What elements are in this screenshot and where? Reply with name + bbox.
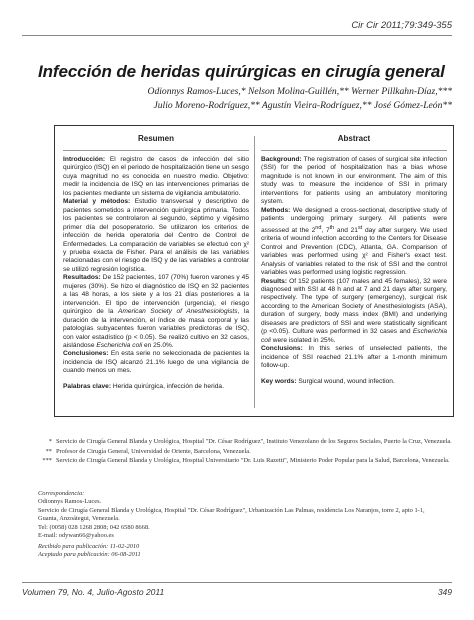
section-text: Surgical wound, wound infection. <box>296 377 395 385</box>
correspondence-name: Odionnys Ramos-Luces. <box>38 498 102 506</box>
section-text: Estudio transversal y descriptivo de pacientes sometidos a intervención quirúrgica primaria. Todos los pacientes se controlaron al segundo, séptimo y vigésimo primer día del posoperatorio. Se utilizaron los criterios de infección de herida operatoria del Centro de Control de Enfermedades. La comparación de variables se efectuó con χ² y prueba exacta de Fisher. Para el análisis de las variables relacionadas con el riesgo de ISQ y de las variables a controlar se utilizó regresión logística. <box>63 198 249 273</box>
section-label: Results: <box>261 277 288 285</box>
resumen-methods <box>63 198 249 274</box>
footer-divider <box>22 582 452 583</box>
section-label: Resultados: <box>63 274 101 282</box>
section-text: were isolated in 25%. <box>270 336 336 344</box>
resumen-introduction <box>63 156 249 198</box>
abstract-conclusions <box>261 345 447 370</box>
section-text: day after surgery. We used criteria of wound infection according to the Centers for Disease Control and Prevention (CDC), Atlanta, GA. Comparison of variables was performed using χ² and Fisher's exact test. Analysis of variables related to the risk of SSI and the control variables was performed using logistic regression. <box>261 226 447 277</box>
footnote <box>38 457 452 466</box>
footer-volume: Volumen 79, No. 4, Julio-Agosto 2011 <box>22 587 165 597</box>
footnote-text: Servicio de Cirugía General Blanda y Urológica, Hospital "Dr. César Rodríguez", Instituto Venezolano de los Seguros Sociales, Puerto la Cruz, Venezuela. <box>56 438 452 445</box>
section-text: El registro de casos de infección del sitio quirúrgico (ISQ) en el periodo de hospitalización tiene un sesgo cuya magnitud no es conocida en nuestro medio. Objetivo: medir la incidencia de ISQ en las intervenciones primarias de los pacientes mediante un sistema de vigilancia ambulatorio. <box>63 156 249 197</box>
section-text: In this series of unselected patients, the incidence of SSI reached 21.1% after a 1-month minimum follow-up. <box>261 345 447 370</box>
author-list <box>32 85 452 113</box>
resumen-results <box>63 274 249 350</box>
column-divider <box>254 136 255 408</box>
section-text: The registration of cases of surgical site infection (SSI) for the period of hospitalization has a bias whose magnitude is not known in our environment. The aim of this study was to measure the incidence of SSI in primary interventions for patients using an ambulatory monitoring system. <box>261 156 447 206</box>
resumen-column <box>63 126 249 391</box>
abstract-results <box>261 278 447 346</box>
section-label: Material y métodos: <box>63 198 131 206</box>
abstract-column <box>261 126 447 386</box>
section-label: Methods: <box>261 206 291 214</box>
footnote <box>38 448 452 457</box>
abstract-background <box>261 156 447 207</box>
ordinal-suffix: nd <box>315 224 322 231</box>
correspondence-phone: Tel: (0058) 028 1268 2808; 042 6580 8668. <box>38 523 150 531</box>
section-label: Palabras clave: <box>63 382 112 390</box>
article-title: Infección de heridas quirúrgicas en cirugía general <box>38 62 445 81</box>
received-date: Recibido para publicación: 11-02-2010 <box>38 543 140 550</box>
section-text: En esta serie no seleccionada de pacientes la incidencia de ISQ alcanzó 21.1% luego de una vigilancia de cuando menos un mes. <box>63 350 249 375</box>
footnote-mark: *** <box>42 457 52 464</box>
abstract-heading: Abstract <box>337 134 371 143</box>
organism-name: Escherichia coli <box>96 341 143 349</box>
section-text: en 25.0%. <box>142 341 174 349</box>
abstract-methods <box>261 207 447 278</box>
ordinal-suffix: th <box>329 224 335 231</box>
resumen-keywords <box>63 383 249 391</box>
section-text: and 21 <box>334 226 358 234</box>
footnote-mark: ** <box>45 447 52 455</box>
footnote-text: Servicio de Cirugía General Blanda y Urológica, Hospital Universitario "Dr. Luis Razetti", Ministerio Poder Popular para la Salud, Barcelona, Venezuela. <box>56 457 450 464</box>
section-label: Conclusions: <box>261 345 303 353</box>
section-label: Key words: <box>261 377 297 385</box>
author-line: Julio Moreno-Rodríguez,** Agustín Vieira-Rodríguez,** José Gómez-León** <box>153 100 452 111</box>
section-text: We designed a cross-sectional, descriptive study of patients undergoing primary surgery. All patients were assessed at the 2 <box>261 206 447 234</box>
section-text: Herida quirúrgica, infección de herida. <box>111 382 224 390</box>
resumen-heading-rule <box>63 150 249 151</box>
section-text: , 7 <box>321 226 330 234</box>
ordinal-suffix: st <box>357 224 363 231</box>
resumen-conclusions <box>63 350 249 375</box>
page-number: 349 <box>437 587 452 597</box>
affiliation-footnotes <box>38 438 452 467</box>
society-name: American Society of Anesthesiologists <box>117 308 238 316</box>
correspondence-email[interactable]: E-mail: odywan66@yahoo.es <box>38 532 114 540</box>
header-divider <box>22 35 452 36</box>
section-label: Introducción: <box>63 156 106 163</box>
section-text: Of 152 patients (107 males and 45 females), 32 were diagnosed with SSI at 48 h and at 7 and 21 days after surgery, respectively. The type of surgery (emergency), surgical risk according to the American Society of Anesthesiologists (ASA), duration of surgery, body mass index (BMI) and underlying diseases are predictors of SSI and were statistically significant (p <0.05). Culture was performed in 32 cases and <box>261 277 447 336</box>
section-text: , la duración de la intervención, el índice de masa corporal y las patologías subyacentes fueron variables predictoras de ISQ, con valor estadístico (p < 0.05). Se realizó cultivo en 32 casos, aislándose <box>63 308 250 349</box>
correspondence-block <box>38 490 434 540</box>
author-line: Odionnys Ramos-Luces,* Nelson Molina-Guillén,** Werner Pillkahn-Díaz,*** <box>147 86 452 97</box>
accepted-date: Aceptado para publicación: 06-08-2011 <box>38 551 141 559</box>
correspondence-title: Correspondencia: <box>38 490 85 497</box>
footnote-mark: * <box>48 438 52 445</box>
correspondence-address: Servicio de Cirugía General Blanda y Urológica, Hospital "Dr. César Rodríguez", Urbanización Las Palmas, residencia Los Naranjos, torre 2, apto 1-1, Guanta, Anzoátegui, Venezuela. <box>38 506 425 523</box>
section-label: Background: <box>261 156 302 163</box>
publication-dates <box>38 543 141 560</box>
abstract-box <box>54 125 454 417</box>
section-text: De 152 pacientes, 107 (70%) fueron varones y 45 mujeres (30%). Se hizo el diagnóstico de ISQ en 32 pacientes a las 48 horas, a los siete y a los 21 días posteriores a la intervención. El tipo de intervención (urgencia), el riesgo quirúrgico de la <box>63 274 249 316</box>
section-label: Conclusiones: <box>63 350 109 358</box>
journal-citation: Cir Cir 2011;79:349-355 <box>351 20 452 31</box>
footnote <box>38 438 452 447</box>
abstract-heading-rule <box>261 150 447 151</box>
footnote-text: Profesor de Cirugía General, Universidad de Oriente, Barcelona, Venezuela. <box>56 447 251 455</box>
organism-name: Escherichia coli <box>261 328 447 344</box>
abstract-keywords <box>261 378 447 386</box>
resumen-heading: Resumen <box>137 134 174 143</box>
